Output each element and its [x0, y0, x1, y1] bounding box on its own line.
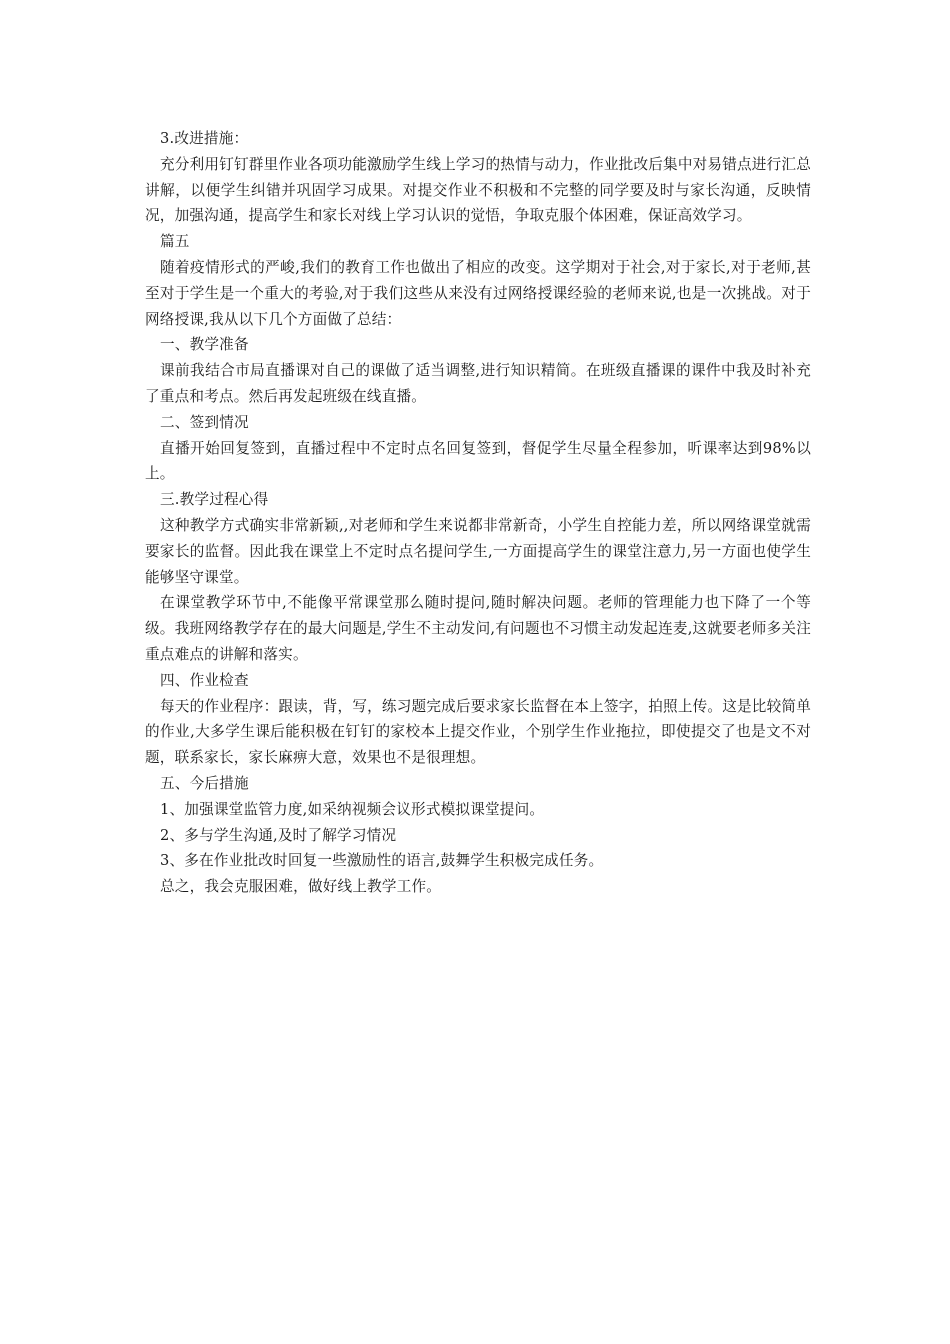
heading-improvement-measures: 3.改进措施：: [160, 130, 249, 147]
list-item-measure-2: 2、多与学生沟通,及时了解学习情况: [160, 826, 397, 844]
paragraph-homework-check: 每天的作业程序：跟读，背，写，练习题完成后要求家长监督在本上签字，拍照上传。这是比较简单的作业,大多学生课后能积极在钉钉的家校本上提交作业，个别学生作业拖拉，即使提交了也是文不对题，联系家长，家长麻痹大意，效果也不是很理想。: [145, 697, 811, 767]
heading-teaching-preparation: 一、教学准备: [160, 336, 249, 354]
list-item-measure-3: 3、多在作业批改时回复一些激励性的语言,鼓舞学生积极完成任务。: [160, 852, 604, 870]
heading-sign-in: 二、签到情况: [160, 413, 249, 431]
paragraph-intro: 随着疫情形式的严峻,我们的教育工作也做出了相应的改变。这学期对于社会,对于家长,对于老师,甚至对于学生是一个重大的考验,对于我们这些从来没有过网络授课经验的老师来说,也是一次挑战。对于网络授课,我从以下几个方面做了总结：: [145, 258, 811, 328]
paragraph-teaching-process-2: 在课堂教学环节中,不能像平常课堂那么随时提问,随时解决问题。老师的管理能力也下降了一个等级。我班网络教学存在的最大问题是,学生不主动发问,有问题也不习惯主动发起连麦,这就要老师多关注重点难点的讲解和落实。: [145, 594, 811, 663]
heading-future-measures: 五、今后措施: [160, 774, 249, 792]
list-item-measure-1: 1、加强课堂监管力度,如采纳视频会议形式模拟课堂提问。: [160, 800, 545, 818]
heading-part-five: 篇五: [160, 233, 190, 251]
paragraph-teaching-preparation: 课前我结合市局直播课对自己的课做了适当调整,进行知识精简。在班级直播课的课件中我及时补充了重点和考点。然后再发起班级在线直播。: [145, 362, 811, 405]
paragraph-sign-in: 直播开始回复签到，直播过程中不定时点名回复签到，督促学生尽量全程参加，听课率达到98%以上。: [145, 439, 811, 483]
heading-homework-check: 四、作业检查: [160, 671, 249, 689]
heading-teaching-process: 三.教学过程心得: [160, 491, 269, 509]
paragraph-teaching-process-1: 这种教学方式确实非常新颖,,对老师和学生来说都非常新奇，小学生自控能力差，所以网络课堂就需要家长的监督。因此我在课堂上不定时点名提问学生,一方面提高学生的课堂注意力,另一方面也使学生能够坚守课堂。: [145, 516, 811, 586]
document-page: [145, 126, 811, 900]
paragraph-improvement-details: 充分利用钉钉群里作业各项功能激励学生线上学习的热情与动力，作业批改后集中对易错点进行汇总讲解，以便学生纠错并巩固学习成果。对提交作业不积极和不完整的同学要及时与家长沟通，反映情况，加强沟通，提高学生和家长对线上学习认识的觉悟，争取克服个体困难，保证高效学习。: [145, 155, 811, 225]
paragraph-conclusion: 总之，我会克服困难，做好线上教学工作。: [160, 878, 442, 896]
